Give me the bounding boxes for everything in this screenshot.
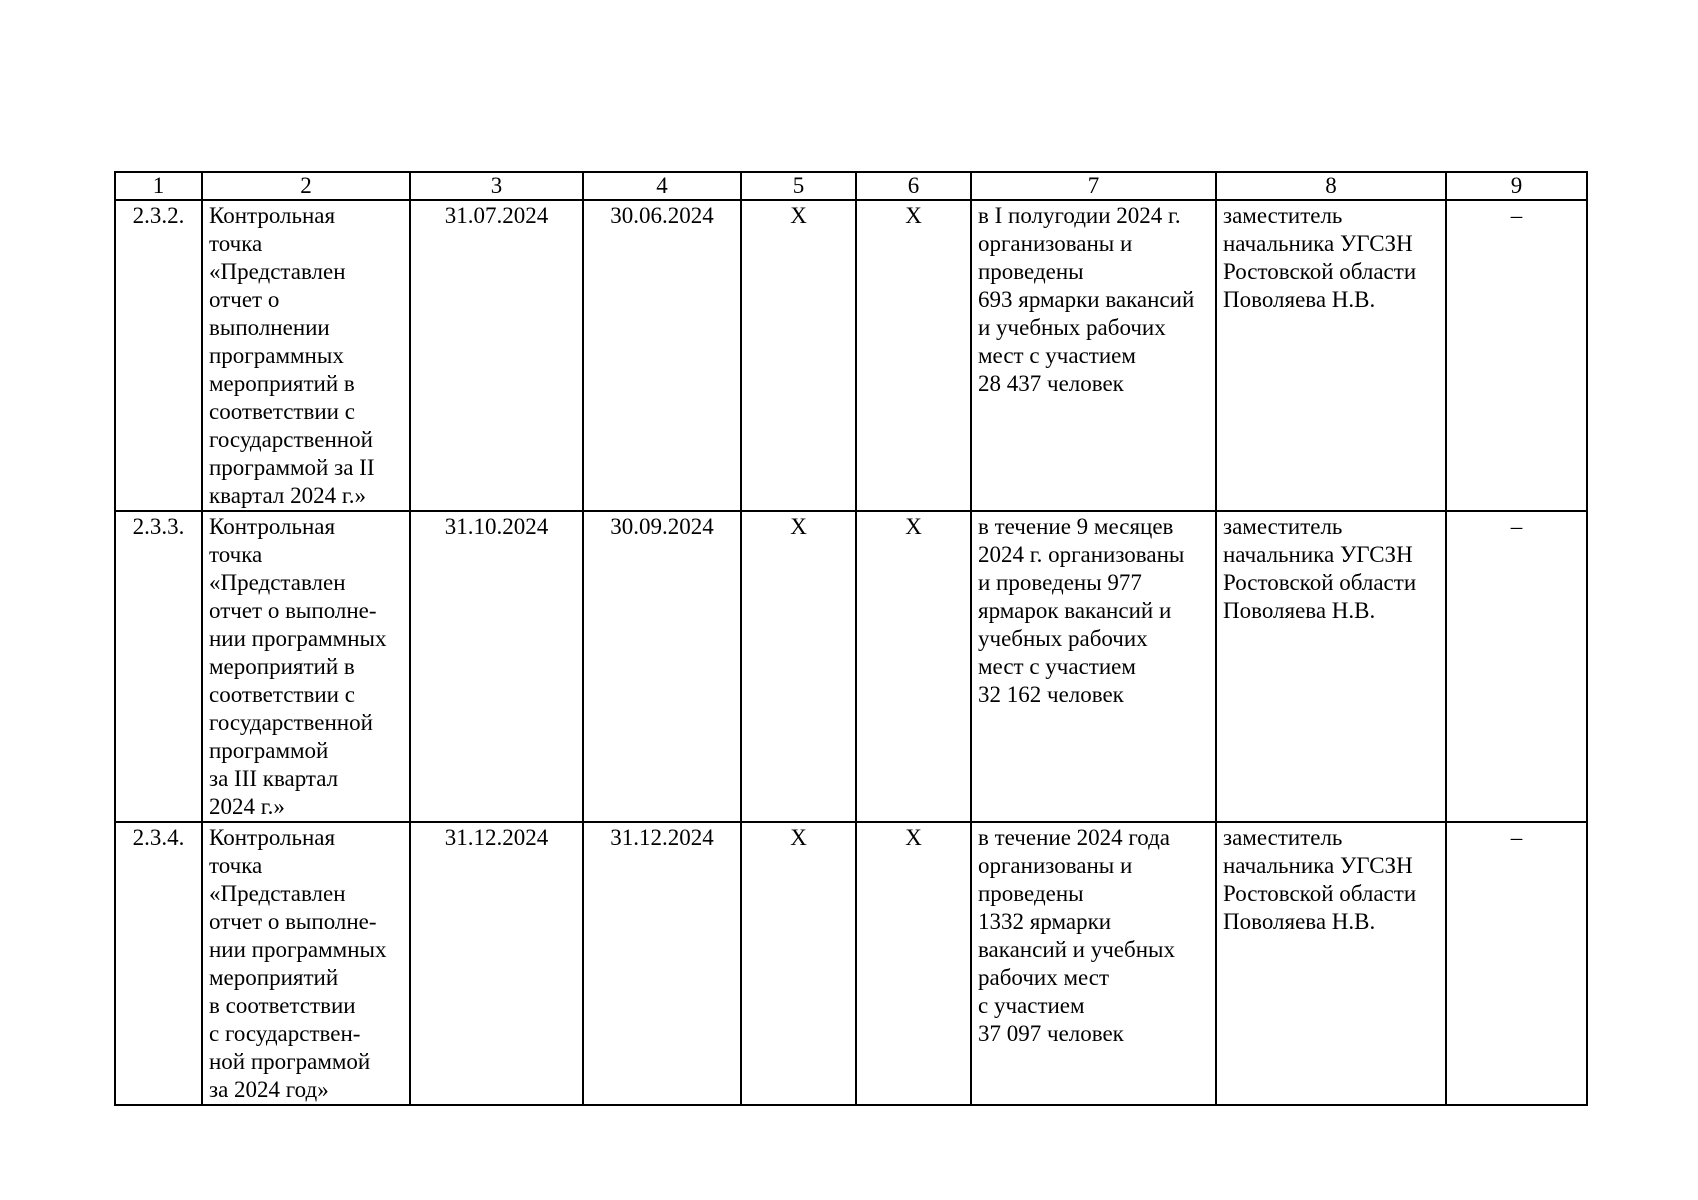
row-number: 2.3.4. [115, 822, 202, 1105]
row-col6: X [856, 822, 971, 1105]
header-cell: 7 [971, 172, 1216, 200]
row-col9: – [1446, 200, 1587, 511]
header-cell: 4 [583, 172, 741, 200]
row-responsible: заместитель начальника УГСЗН Ростовской области Поволяева Н.В. [1216, 200, 1446, 511]
row-date-fact: 31.12.2024 [583, 822, 741, 1105]
row-responsible: заместитель начальника УГСЗН Ростовской области Поволяева Н.В. [1216, 822, 1446, 1105]
row-number: 2.3.2. [115, 200, 202, 511]
header-cell: 8 [1216, 172, 1446, 200]
row-name: Контрольная точка «Представлен отчет о выполне- нии программных мероприятий в соответствии с государственной программой за III квартал 2024 г.» [202, 511, 410, 822]
row-col9: – [1446, 822, 1587, 1105]
row-result: в течение 9 месяцев 2024 г. организованы и проведены 977 ярмарок вакансий и учебных рабочих мест с участием 32 162 человек [971, 511, 1216, 822]
row-number: 2.3.3. [115, 511, 202, 822]
header-row [115, 172, 1587, 200]
header-cell: 3 [410, 172, 583, 200]
row-date-fact: 30.09.2024 [583, 511, 741, 822]
table-row [115, 822, 1587, 1105]
row-date-plan: 31.12.2024 [410, 822, 583, 1105]
row-col5: X [741, 200, 856, 511]
row-result: в течение 2024 года организованы и проведены 1332 ярмарки вакансий и учебных рабочих мест с участием 37 097 человек [971, 822, 1216, 1105]
row-date-plan: 31.10.2024 [410, 511, 583, 822]
row-result: в I полугодии 2024 г. организованы и проведены 693 ярмарки вакансий и учебных рабочих мест с участием 28 437 человек [971, 200, 1216, 511]
report-table [114, 171, 1588, 1106]
row-date-plan: 31.07.2024 [410, 200, 583, 511]
row-responsible: заместитель начальника УГСЗН Ростовской области Поволяева Н.В. [1216, 511, 1446, 822]
row-date-fact: 30.06.2024 [583, 200, 741, 511]
row-col9: – [1446, 511, 1587, 822]
row-name: Контрольная точка «Представлен отчет о выполне- нии программных мероприятий в соответствии с государствен- ной программой за 2024 год» [202, 822, 410, 1105]
row-col6: X [856, 200, 971, 511]
header-cell: 9 [1446, 172, 1587, 200]
row-col5: X [741, 822, 856, 1105]
header-cell: 5 [741, 172, 856, 200]
row-col5: X [741, 511, 856, 822]
row-name: Контрольная точка «Представлен отчет о выполнении программных мероприятий в соответствии с государственной программой за II квартал 2024 г.» [202, 200, 410, 511]
header-cell: 2 [202, 172, 410, 200]
table-row [115, 511, 1587, 822]
row-col6: X [856, 511, 971, 822]
table-row [115, 200, 1587, 511]
header-cell: 1 [115, 172, 202, 200]
header-cell: 6 [856, 172, 971, 200]
